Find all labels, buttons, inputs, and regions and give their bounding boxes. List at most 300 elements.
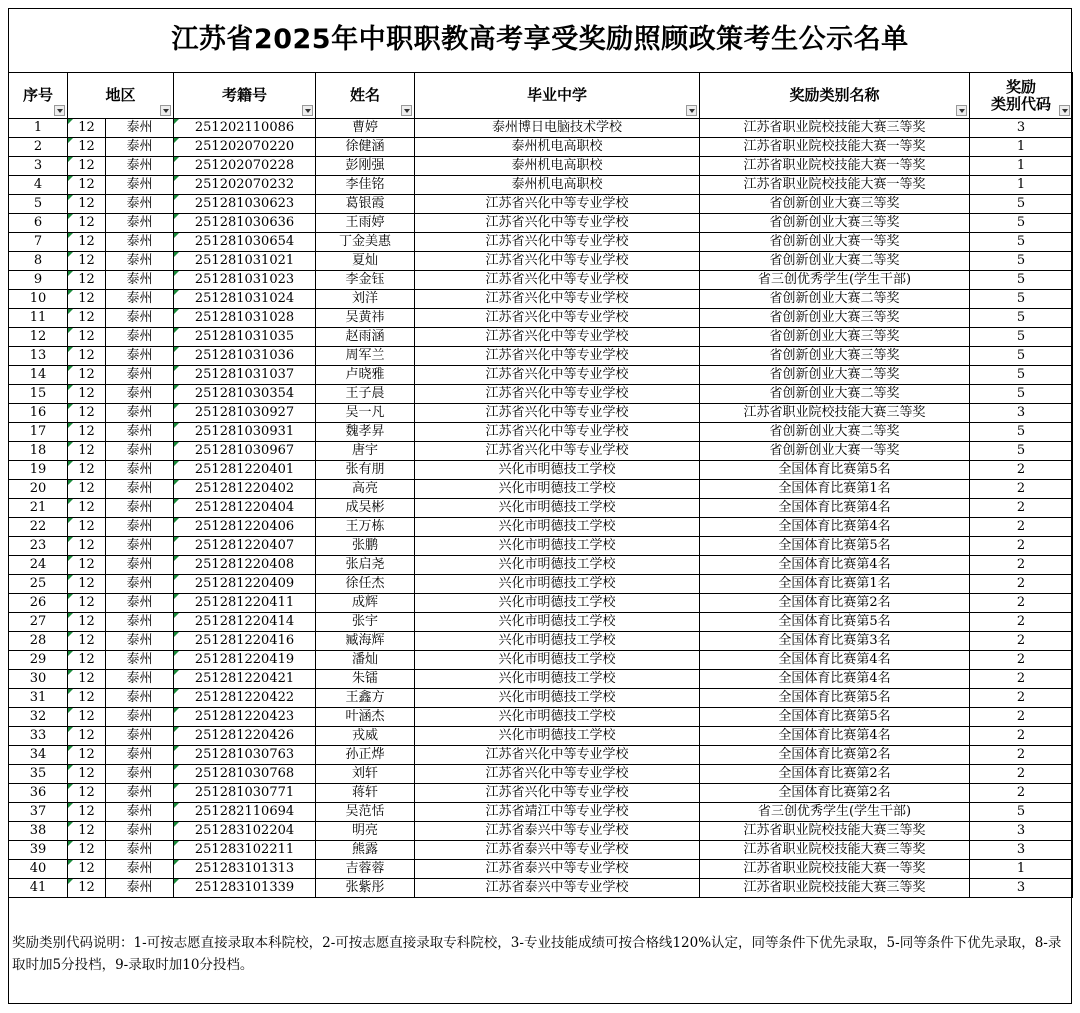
filter-dropdown-icon[interactable] (54, 105, 65, 116)
cell-region: 泰州 (106, 442, 174, 461)
cell-name: 蒋轩 (316, 784, 415, 803)
cell-school: 江苏省兴化中等专业学校 (415, 366, 700, 385)
table-row (9, 575, 1073, 594)
cell-school: 江苏省兴化中等专业学校 (415, 233, 700, 252)
table-row (9, 347, 1073, 366)
cell-name: 吴范恬 (316, 803, 415, 822)
text-number-flag-icon (68, 480, 73, 485)
cell-award: 全国体育比赛第4名 (700, 670, 970, 689)
cell-region-code: 12 (68, 651, 106, 670)
text-number-flag-icon (174, 138, 179, 143)
cell-award: 省创新创业大赛三等奖 (700, 347, 970, 366)
cell-exam-no: 251281030927 (174, 404, 316, 423)
cell-code: 2 (970, 765, 1073, 784)
table-row (9, 803, 1073, 822)
cell-award: 江苏省职业院校技能大赛三等奖 (700, 879, 970, 898)
text-number-flag-icon (174, 309, 179, 314)
cell-region: 泰州 (106, 556, 174, 575)
cell-seq: 32 (9, 708, 68, 727)
text-number-flag-icon (68, 651, 73, 656)
cell-seq: 15 (9, 385, 68, 404)
cell-award: 省创新创业大赛三等奖 (700, 328, 970, 347)
cell-region-code: 12 (68, 860, 106, 879)
cell-exam-no: 251281030354 (174, 385, 316, 404)
text-number-flag-icon (174, 366, 179, 371)
cell-seq: 22 (9, 518, 68, 537)
cell-seq: 27 (9, 613, 68, 632)
cell-region: 泰州 (106, 784, 174, 803)
cell-name: 吴黄祎 (316, 309, 415, 328)
text-number-flag-icon (174, 613, 179, 618)
cell-award: 省创新创业大赛二等奖 (700, 366, 970, 385)
cell-school: 兴化市明德技工学校 (415, 499, 700, 518)
cell-code: 2 (970, 537, 1073, 556)
table-row (9, 727, 1073, 746)
cell-award: 省三创优秀学生(学生干部) (700, 271, 970, 290)
text-number-flag-icon (174, 328, 179, 333)
cell-award: 全国体育比赛第4名 (700, 499, 970, 518)
cell-region-code: 12 (68, 784, 106, 803)
cell-name: 徐任杰 (316, 575, 415, 594)
cell-award: 全国体育比赛第5名 (700, 689, 970, 708)
cell-school: 江苏省兴化中等专业学校 (415, 442, 700, 461)
cell-school: 江苏省兴化中等专业学校 (415, 214, 700, 233)
cell-code: 5 (970, 309, 1073, 328)
cell-award: 省创新创业大赛一等奖 (700, 442, 970, 461)
cell-region: 泰州 (106, 214, 174, 233)
cell-region-code: 12 (68, 708, 106, 727)
cell-school: 江苏省兴化中等专业学校 (415, 784, 700, 803)
cell-exam-no: 251281031035 (174, 328, 316, 347)
cell-name: 王鑫方 (316, 689, 415, 708)
cell-region: 泰州 (106, 860, 174, 879)
text-number-flag-icon (174, 347, 179, 352)
cell-region-code: 12 (68, 822, 106, 841)
cell-exam-no: 251281220411 (174, 594, 316, 613)
cell-region-code: 12 (68, 499, 106, 518)
cell-code: 2 (970, 632, 1073, 651)
cell-region: 泰州 (106, 879, 174, 898)
cell-name: 夏灿 (316, 252, 415, 271)
cell-award: 省三创优秀学生(学生干部) (700, 803, 970, 822)
cell-award: 省创新创业大赛三等奖 (700, 195, 970, 214)
table-row (9, 252, 1073, 271)
table-row (9, 670, 1073, 689)
cell-name: 王万栋 (316, 518, 415, 537)
text-number-flag-icon (68, 385, 73, 390)
cell-name: 吉蓉蓉 (316, 860, 415, 879)
cell-award: 江苏省职业院校技能大赛三等奖 (700, 841, 970, 860)
cell-award: 全国体育比赛第2名 (700, 765, 970, 784)
cell-region: 泰州 (106, 651, 174, 670)
text-number-flag-icon (174, 176, 179, 181)
text-number-flag-icon (174, 195, 179, 200)
cell-award: 全国体育比赛第5名 (700, 613, 970, 632)
filter-dropdown-icon[interactable] (956, 105, 967, 116)
cell-name: 高亮 (316, 480, 415, 499)
text-number-flag-icon (174, 784, 179, 789)
cell-code: 3 (970, 404, 1073, 423)
cell-seq: 13 (9, 347, 68, 366)
cell-exam-no: 251281030768 (174, 765, 316, 784)
cell-name: 丁金美惠 (316, 233, 415, 252)
cell-name: 刘洋 (316, 290, 415, 309)
cell-school: 兴化市明德技工学校 (415, 727, 700, 746)
cell-exam-no: 251281220401 (174, 461, 316, 480)
cell-code: 3 (970, 879, 1073, 898)
text-number-flag-icon (68, 841, 73, 846)
text-number-flag-icon (68, 195, 73, 200)
filter-dropdown-icon[interactable] (686, 105, 697, 116)
cell-exam-no: 251281031028 (174, 309, 316, 328)
cell-seq: 38 (9, 822, 68, 841)
cell-seq: 8 (9, 252, 68, 271)
cell-code: 5 (970, 423, 1073, 442)
text-number-flag-icon (68, 860, 73, 865)
table-row (9, 613, 1073, 632)
cell-region: 泰州 (106, 233, 174, 252)
cell-exam-no: 251281220422 (174, 689, 316, 708)
cell-exam-no: 251281030654 (174, 233, 316, 252)
cell-award: 全国体育比赛第4名 (700, 727, 970, 746)
cell-seq: 17 (9, 423, 68, 442)
cell-seq: 39 (9, 841, 68, 860)
text-number-flag-icon (68, 670, 73, 675)
text-number-flag-icon (68, 309, 73, 314)
table-row (9, 423, 1073, 442)
cell-seq: 7 (9, 233, 68, 252)
cell-award: 省创新创业大赛三等奖 (700, 214, 970, 233)
cell-name: 刘轩 (316, 765, 415, 784)
cell-school: 泰州机电高职校 (415, 138, 700, 157)
cell-seq: 1 (9, 119, 68, 138)
text-number-flag-icon (174, 271, 179, 276)
cell-region: 泰州 (106, 461, 174, 480)
cell-region-code: 12 (68, 613, 106, 632)
cell-code: 5 (970, 290, 1073, 309)
cell-award: 全国体育比赛第2名 (700, 784, 970, 803)
cell-exam-no: 251281220402 (174, 480, 316, 499)
cell-region: 泰州 (106, 689, 174, 708)
cell-region-code: 12 (68, 252, 106, 271)
cell-region: 泰州 (106, 727, 174, 746)
cell-region: 泰州 (106, 746, 174, 765)
text-number-flag-icon (174, 575, 179, 580)
cell-award: 江苏省职业院校技能大赛三等奖 (700, 119, 970, 138)
text-number-flag-icon (174, 518, 179, 523)
cell-code: 2 (970, 499, 1073, 518)
cell-region: 泰州 (106, 518, 174, 537)
filter-dropdown-icon[interactable] (302, 105, 313, 116)
table-row (9, 195, 1073, 214)
text-number-flag-icon (68, 765, 73, 770)
table-row (9, 461, 1073, 480)
cell-school: 兴化市明德技工学校 (415, 632, 700, 651)
cell-exam-no: 251281220414 (174, 613, 316, 632)
cell-seq: 9 (9, 271, 68, 290)
cell-region-code: 12 (68, 271, 106, 290)
cell-region: 泰州 (106, 385, 174, 404)
cell-seq: 20 (9, 480, 68, 499)
cell-exam-no: 251202070232 (174, 176, 316, 195)
text-number-flag-icon (68, 290, 73, 295)
cell-region-code: 12 (68, 841, 106, 860)
table-row (9, 651, 1073, 670)
text-number-flag-icon (174, 423, 179, 428)
cell-name: 卢晓雅 (316, 366, 415, 385)
cell-region-code: 12 (68, 594, 106, 613)
cell-school: 兴化市明德技工学校 (415, 613, 700, 632)
text-number-flag-icon (174, 157, 179, 162)
cell-seq: 26 (9, 594, 68, 613)
cell-school: 江苏省兴化中等专业学校 (415, 347, 700, 366)
cell-region: 泰州 (106, 176, 174, 195)
text-number-flag-icon (174, 233, 179, 238)
cell-region-code: 12 (68, 328, 106, 347)
cell-seq: 34 (9, 746, 68, 765)
text-number-flag-icon (68, 822, 73, 827)
cell-name: 彭刚强 (316, 157, 415, 176)
cell-seq: 23 (9, 537, 68, 556)
cell-award: 省创新创业大赛一等奖 (700, 233, 970, 252)
cell-name: 戎威 (316, 727, 415, 746)
cell-exam-no: 251281220406 (174, 518, 316, 537)
cell-region-code: 12 (68, 233, 106, 252)
text-number-flag-icon (174, 708, 179, 713)
cell-code: 1 (970, 176, 1073, 195)
cell-code: 3 (970, 119, 1073, 138)
cell-school: 江苏省兴化中等专业学校 (415, 765, 700, 784)
cell-code: 2 (970, 746, 1073, 765)
cell-code: 5 (970, 328, 1073, 347)
cell-exam-no: 251281220408 (174, 556, 316, 575)
cell-region: 泰州 (106, 537, 174, 556)
cell-name: 臧海辉 (316, 632, 415, 651)
cell-school: 兴化市明德技工学校 (415, 708, 700, 727)
cell-code: 2 (970, 480, 1073, 499)
cell-award: 江苏省职业院校技能大赛一等奖 (700, 860, 970, 879)
cell-award: 全国体育比赛第2名 (700, 594, 970, 613)
table-row (9, 822, 1073, 841)
cell-school: 江苏省兴化中等专业学校 (415, 252, 700, 271)
cell-seq: 3 (9, 157, 68, 176)
header-name: 姓名 (316, 73, 415, 119)
text-number-flag-icon (68, 252, 73, 257)
cell-name: 熊露 (316, 841, 415, 860)
cell-award: 省创新创业大赛二等奖 (700, 423, 970, 442)
table-row (9, 518, 1073, 537)
text-number-flag-icon (174, 822, 179, 827)
cell-region: 泰州 (106, 765, 174, 784)
cell-award: 省创新创业大赛二等奖 (700, 252, 970, 271)
table-row (9, 480, 1073, 499)
cell-name: 明亮 (316, 822, 415, 841)
cell-region-code: 12 (68, 195, 106, 214)
cell-seq: 31 (9, 689, 68, 708)
cell-seq: 25 (9, 575, 68, 594)
cell-seq: 28 (9, 632, 68, 651)
filter-dropdown-icon[interactable] (401, 105, 412, 116)
cell-region: 泰州 (106, 119, 174, 138)
cell-school: 江苏省兴化中等专业学校 (415, 195, 700, 214)
filter-dropdown-icon[interactable] (1059, 105, 1070, 116)
header-region: 地区 (68, 73, 174, 119)
text-number-flag-icon (174, 290, 179, 295)
cell-name: 李金钰 (316, 271, 415, 290)
cell-code: 1 (970, 157, 1073, 176)
cell-seq: 10 (9, 290, 68, 309)
cell-award: 全国体育比赛第4名 (700, 556, 970, 575)
cell-code: 5 (970, 803, 1073, 822)
text-number-flag-icon (174, 841, 179, 846)
text-number-flag-icon (68, 746, 73, 751)
cell-seq: 29 (9, 651, 68, 670)
cell-code: 2 (970, 518, 1073, 537)
text-number-flag-icon (68, 613, 73, 618)
cell-region-code: 12 (68, 176, 106, 195)
text-number-flag-icon (68, 556, 73, 561)
table-row (9, 119, 1073, 138)
table-row (9, 233, 1073, 252)
cell-code: 2 (970, 784, 1073, 803)
text-number-flag-icon (68, 366, 73, 371)
cell-region: 泰州 (106, 594, 174, 613)
cell-code: 3 (970, 841, 1073, 860)
cell-exam-no: 251281031024 (174, 290, 316, 309)
cell-name: 王子晨 (316, 385, 415, 404)
cell-region-code: 12 (68, 461, 106, 480)
table-row (9, 841, 1073, 860)
table-row (9, 442, 1073, 461)
cell-school: 江苏省兴化中等专业学校 (415, 290, 700, 309)
table-row (9, 138, 1073, 157)
cell-exam-no: 251281030771 (174, 784, 316, 803)
cell-exam-no: 251281220407 (174, 537, 316, 556)
cell-school: 兴化市明德技工学校 (415, 670, 700, 689)
cell-name: 成辉 (316, 594, 415, 613)
text-number-flag-icon (174, 746, 179, 751)
cell-seq: 37 (9, 803, 68, 822)
cell-seq: 40 (9, 860, 68, 879)
cell-exam-no: 251283102204 (174, 822, 316, 841)
cell-seq: 35 (9, 765, 68, 784)
text-number-flag-icon (68, 727, 73, 732)
cell-exam-no: 251281030636 (174, 214, 316, 233)
cell-region: 泰州 (106, 366, 174, 385)
cell-school: 江苏省兴化中等专业学校 (415, 746, 700, 765)
cell-region-code: 12 (68, 442, 106, 461)
footnote: 奖励类别代码说明：1-可按志愿直接录取本科院校，2-可按志愿直接录取专科院校，3-专业技能成绩可按合格线120%认定，同等条件下优先录取，5-同等条件下优先录取，8-录取时加5分投档，9-录取时加10分投档。 (12, 935, 1062, 973)
header-award: 奖励类别名称 (700, 73, 970, 119)
cell-school: 江苏省靖江中等专业学校 (415, 803, 700, 822)
cell-exam-no: 251281031023 (174, 271, 316, 290)
cell-school: 兴化市明德技工学校 (415, 518, 700, 537)
table-row (9, 214, 1073, 233)
cell-exam-no: 251282110694 (174, 803, 316, 822)
cell-exam-no: 251281220421 (174, 670, 316, 689)
cell-region-code: 12 (68, 689, 106, 708)
cell-name: 赵雨涵 (316, 328, 415, 347)
text-number-flag-icon (174, 461, 179, 466)
cell-school: 兴化市明德技工学校 (415, 556, 700, 575)
cell-exam-no: 251281220423 (174, 708, 316, 727)
page-title: 江苏省2025年中职职教高考享受奖励照顾政策考生公示名单 (171, 24, 909, 55)
text-number-flag-icon (68, 157, 73, 162)
cell-region-code: 12 (68, 366, 106, 385)
cell-code: 5 (970, 366, 1073, 385)
cell-exam-no: 251281030623 (174, 195, 316, 214)
cell-award: 全国体育比赛第5名 (700, 708, 970, 727)
cell-name: 李佳铭 (316, 176, 415, 195)
filter-dropdown-icon[interactable] (160, 105, 171, 116)
cell-school: 泰州博日电脑技术学校 (415, 119, 700, 138)
cell-region: 泰州 (106, 157, 174, 176)
cell-award: 全国体育比赛第3名 (700, 632, 970, 651)
cell-region-code: 12 (68, 385, 106, 404)
cell-award: 省创新创业大赛三等奖 (700, 309, 970, 328)
cell-school: 兴化市明德技工学校 (415, 689, 700, 708)
cell-name: 潘灿 (316, 651, 415, 670)
cell-name: 吴一凡 (316, 404, 415, 423)
cell-region: 泰州 (106, 670, 174, 689)
table-row (9, 176, 1073, 195)
cell-code: 1 (970, 138, 1073, 157)
text-number-flag-icon (174, 803, 179, 808)
cell-region-code: 12 (68, 537, 106, 556)
text-number-flag-icon (174, 765, 179, 770)
cell-seq: 33 (9, 727, 68, 746)
table-row (9, 537, 1073, 556)
text-number-flag-icon (174, 404, 179, 409)
cell-exam-no: 251281030931 (174, 423, 316, 442)
cell-region: 泰州 (106, 499, 174, 518)
cell-code: 2 (970, 689, 1073, 708)
text-number-flag-icon (68, 404, 73, 409)
cell-code: 5 (970, 347, 1073, 366)
cell-school: 江苏省兴化中等专业学校 (415, 328, 700, 347)
cell-code: 2 (970, 613, 1073, 632)
cell-region: 泰州 (106, 252, 174, 271)
text-number-flag-icon (68, 176, 73, 181)
cell-school: 江苏省兴化中等专业学校 (415, 271, 700, 290)
text-number-flag-icon (174, 442, 179, 447)
table-row (9, 556, 1073, 575)
cell-exam-no: 251283101339 (174, 879, 316, 898)
text-number-flag-icon (68, 575, 73, 580)
candidate-table (8, 72, 1073, 898)
cell-name: 朱镭 (316, 670, 415, 689)
cell-school: 江苏省兴化中等专业学校 (415, 423, 700, 442)
cell-award: 全国体育比赛第1名 (700, 575, 970, 594)
cell-award: 江苏省职业院校技能大赛一等奖 (700, 176, 970, 195)
cell-exam-no: 251281031037 (174, 366, 316, 385)
cell-seq: 16 (9, 404, 68, 423)
cell-name: 王雨婷 (316, 214, 415, 233)
cell-award: 全国体育比赛第4名 (700, 651, 970, 670)
text-number-flag-icon (174, 727, 179, 732)
table-row (9, 290, 1073, 309)
cell-region: 泰州 (106, 632, 174, 651)
cell-school: 江苏省泰兴中等专业学校 (415, 841, 700, 860)
text-number-flag-icon (174, 480, 179, 485)
text-number-flag-icon (174, 651, 179, 656)
cell-seq: 4 (9, 176, 68, 195)
cell-school: 兴化市明德技工学校 (415, 461, 700, 480)
cell-code: 5 (970, 195, 1073, 214)
cell-region-code: 12 (68, 138, 106, 157)
cell-school: 兴化市明德技工学校 (415, 480, 700, 499)
cell-name: 叶涵杰 (316, 708, 415, 727)
